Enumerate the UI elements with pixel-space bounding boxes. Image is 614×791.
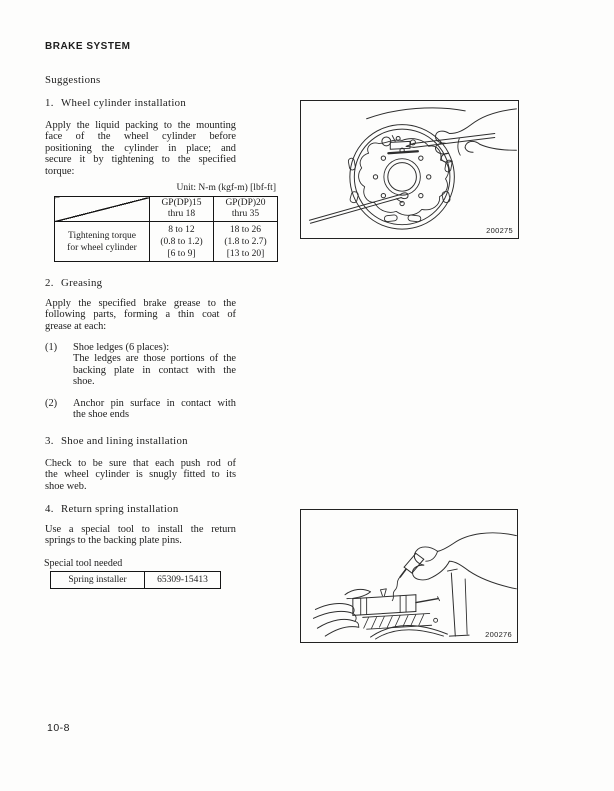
- text-line: positioning the cylinder in place; and: [45, 142, 236, 154]
- text-line: face of the wheel cylinder before: [45, 131, 236, 143]
- text-line: GP(DP)15: [161, 198, 202, 209]
- section-2-body: [45, 298, 236, 332]
- section-1-body: [45, 120, 236, 177]
- text-line: 18 to 26: [229, 224, 262, 235]
- text-line: (1.8 to 2.7): [224, 236, 267, 247]
- text-line: [6 to 9]: [167, 248, 196, 259]
- text-line: the wheel cylinder is snugly fitted to its: [45, 469, 236, 481]
- text-line: Tightening torque: [68, 230, 136, 241]
- text-line: Apply the liquid packing to the mounting: [45, 120, 236, 131]
- section-4-number: 4.: [45, 503, 54, 515]
- text-line: (0.8 to 1.2): [160, 236, 203, 247]
- special-tool-label: Special tool needed: [44, 558, 123, 569]
- torque-table-corner-cell: [55, 197, 150, 222]
- text-line: Check to be sure that each push rod of: [45, 458, 236, 469]
- section-1-heading: [45, 97, 186, 109]
- torque-table-value-2: [214, 222, 278, 262]
- list-item-2: [45, 398, 236, 421]
- special-tool-table: [50, 571, 221, 589]
- subtitle: Suggestions: [45, 74, 101, 86]
- list-item-1: [45, 342, 236, 388]
- special-tool-name: Spring installer: [51, 572, 145, 588]
- text-line: torque:: [45, 165, 75, 177]
- text-line: grease at each:: [45, 320, 107, 332]
- section-3-title: Shoe and lining installation: [61, 435, 188, 447]
- section-1-number: 1.: [45, 97, 54, 109]
- figure-wheel-cylinder-installation: [300, 100, 519, 239]
- text-line: backing plate in contact with the: [73, 364, 236, 376]
- text-line: 8 to 12: [168, 224, 195, 235]
- text-line: GP(DP)20: [225, 198, 266, 209]
- torque-table: [54, 196, 278, 262]
- list-item-1-text: [73, 342, 236, 388]
- section-2-number: 2.: [45, 277, 54, 289]
- text-line: shoe.: [73, 376, 95, 388]
- text-line: shoe web.: [45, 480, 87, 492]
- page-number: 10-8: [47, 722, 71, 734]
- text-line: [13 to 20]: [226, 248, 265, 259]
- text-line: the shoe ends: [73, 409, 129, 421]
- figure-return-spring-greasing: [300, 509, 518, 643]
- text-line: following parts, forming a thin coat of: [45, 309, 236, 321]
- section-4-heading: [45, 503, 179, 515]
- page-header-title: BRAKE SYSTEM: [45, 41, 131, 52]
- text-line: Anchor pin surface in contact with: [73, 398, 236, 409]
- section-3-heading: [45, 435, 188, 447]
- text-line: springs to the backing plate pins.: [45, 535, 182, 547]
- figure-1-drawing: [301, 101, 518, 238]
- section-4-body: [45, 524, 236, 547]
- figure-2-drawing: [301, 510, 517, 642]
- list-item-2-text: [73, 398, 236, 421]
- text-line: Apply the specified brake grease to the: [45, 298, 236, 309]
- text-line: Use a special tool to install the return: [45, 524, 236, 535]
- section-1-title: Wheel cylinder installation: [61, 97, 187, 109]
- text-line: for wheel cylinder: [67, 242, 137, 253]
- section-3-number: 3.: [45, 435, 54, 447]
- section-3-body: [45, 458, 236, 492]
- torque-table-value-1: [150, 222, 214, 262]
- section-4-title: Return spring installation: [61, 503, 179, 515]
- figure-2-number: 200276: [485, 630, 512, 639]
- torque-table-col-header-2: [214, 197, 278, 222]
- text-line: secure it by tightening to the specified: [45, 154, 236, 166]
- torque-table-row-label: [55, 222, 150, 262]
- section-2-title: Greasing: [61, 277, 103, 289]
- text-line: The ledges are those portions of the: [73, 353, 236, 365]
- special-tool-part-number: 65309-15413: [157, 575, 208, 585]
- text-line: Shoe ledges (6 places):: [73, 342, 170, 353]
- torque-table-unit-label: Unit: N-m (kgf-m) [lbf-ft]: [176, 183, 276, 193]
- figure-1-number: 200275: [486, 226, 513, 235]
- torque-table-col-header-1: [150, 197, 214, 222]
- text-line: thru 18: [167, 209, 196, 219]
- text-line: thru 35: [231, 209, 260, 219]
- section-2-heading: [45, 277, 102, 289]
- list-item-2-marker: (2): [45, 398, 58, 409]
- list-item-1-marker: (1): [45, 342, 58, 353]
